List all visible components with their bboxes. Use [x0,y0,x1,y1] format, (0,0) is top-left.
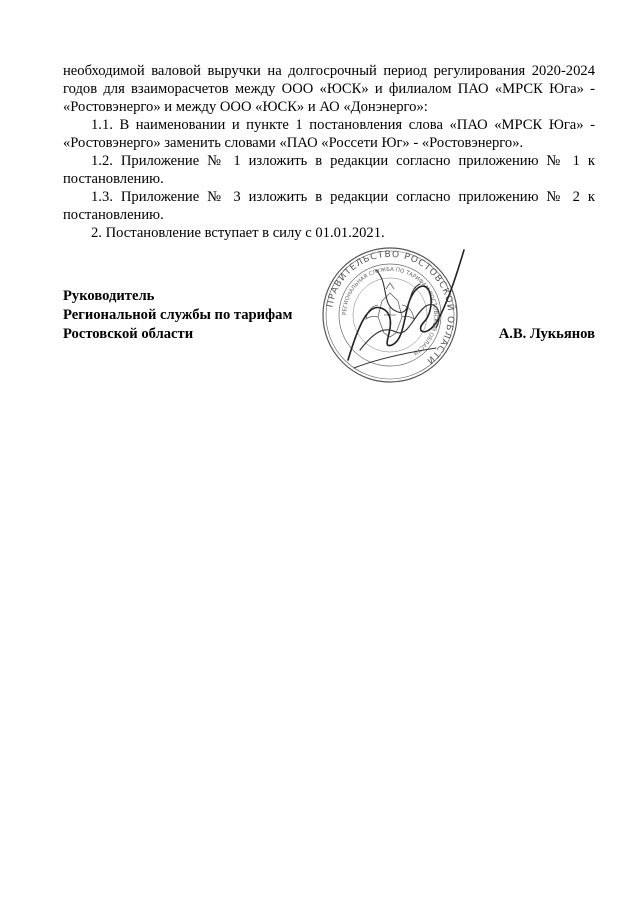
paragraph-1-3: 1.3. Приложение № 3 изложить в редакции согласно приложению № 2 к постановлению. [63,189,595,223]
paragraph-1-1: 1.1. В наименовании и пункте 1 постановления слова «ПАО «МРСК Юга» - «Ростовэнерго» заменить словами «ПАО «Россети Юг» - «Ростовэнерго». [63,117,595,151]
paragraph-1-2: 1.2. Приложение № 1 изложить в редакции согласно приложению № 1 к постановлению. [63,153,595,187]
signatory-title [63,287,292,344]
paragraph-2: 2. Постановление вступает в силу с 01.01.2021. [91,225,385,241]
signatory-name: А.В. Лукьянов [498,326,595,342]
paragraph-intro: необходимой валовой выручки на долгосрочный период регулирования 2020-2024 годов для взаиморасчетов между ООО «ЮСК» и филиалом ПАО «МРСК Юга» - «Ростовэнерго» и между ООО «ЮСК» и АО «Донэнерго»: [63,63,595,115]
signatory-agency: Региональной службы по тарифам [63,307,293,323]
svg-text:ПРАВИТЕЛЬСТВО РОСТОВСКОЙ ОБЛАС: ПРАВИТЕЛЬСТВО РОСТОВСКОЙ ОБЛАСТИ [325,249,456,367]
handwritten-signature-icon [340,240,470,380]
document-body [63,62,595,242]
signatory-region: Ростовской области [63,326,194,342]
signatory-position: Руководитель [63,288,155,304]
svg-text:РЕГИОНАЛЬНАЯ СЛУЖБА ПО ТАРИФАМ: РЕГИОНАЛЬНАЯ СЛУЖБА ПО ТАРИФАМ РОСТОВСКОЙ ОБЛАСТИ [341,266,439,356]
